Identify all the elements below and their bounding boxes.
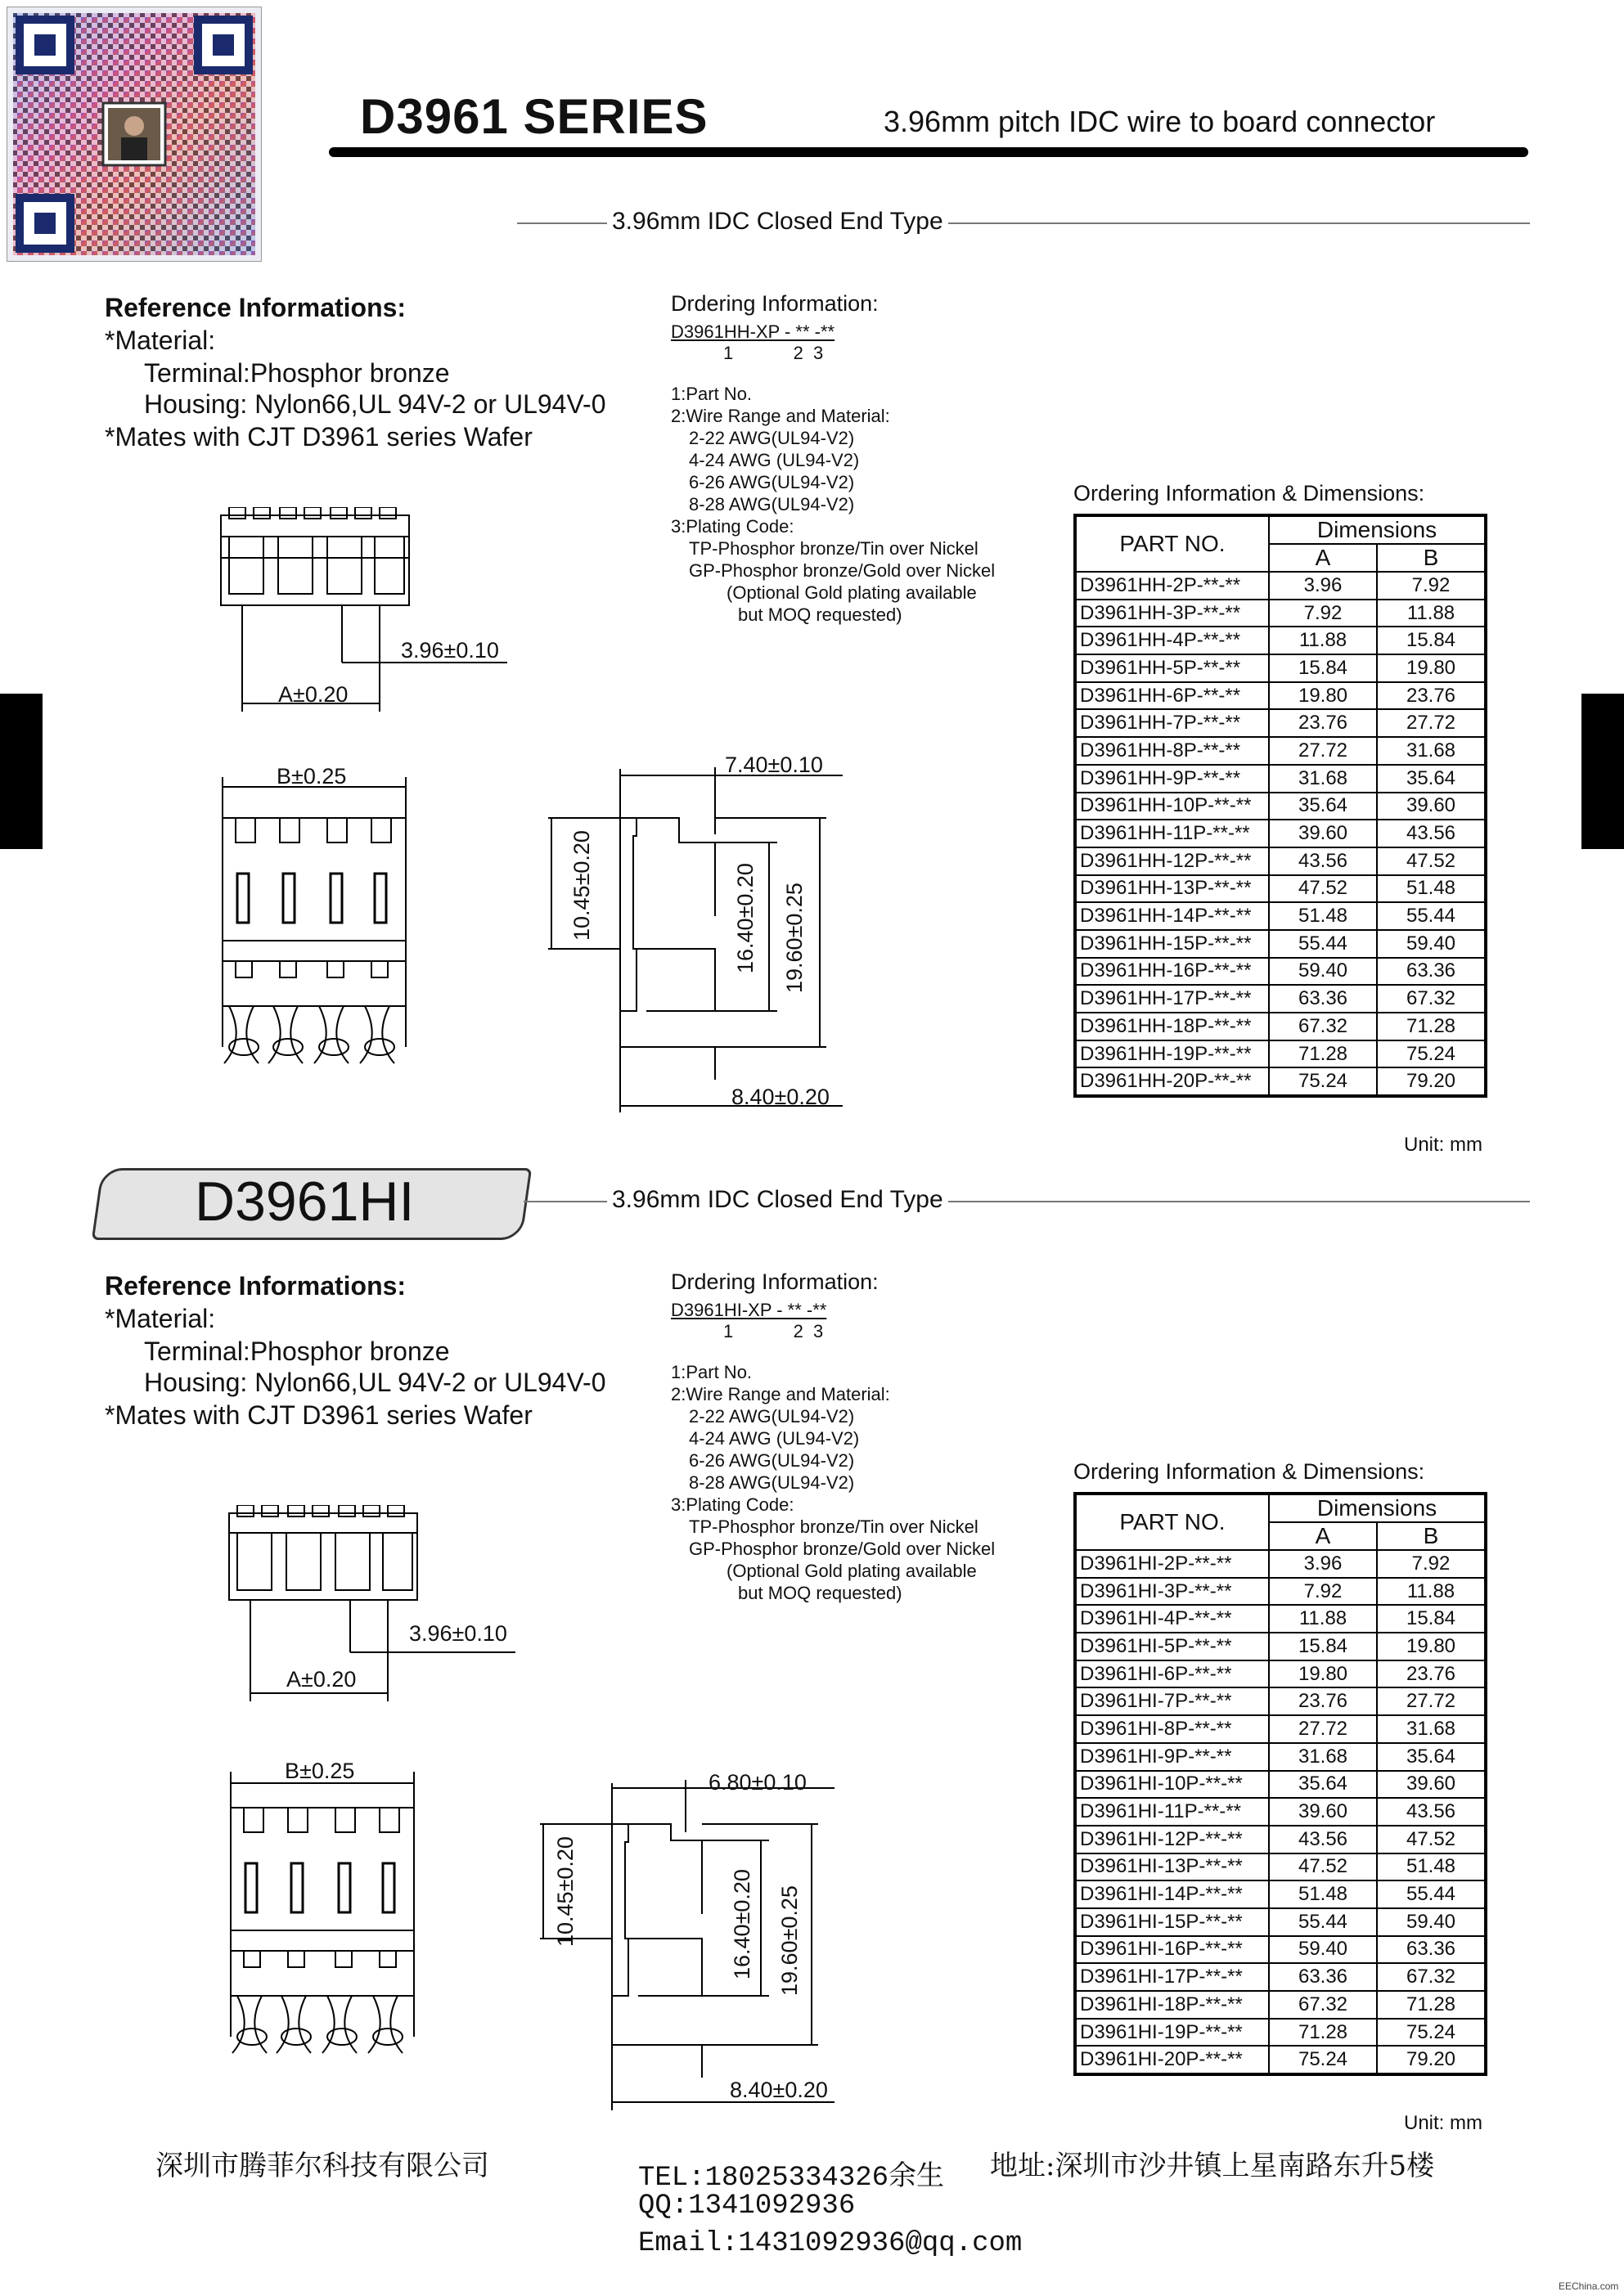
dim-a-cell: 47.52	[1269, 875, 1377, 903]
part-number-cell: D3961HH-3P-**-**	[1075, 600, 1269, 627]
dim-a-cell: 63.36	[1269, 985, 1377, 1013]
dim-b-cell: 23.76	[1377, 1660, 1486, 1688]
dim-a-cell: 55.44	[1269, 1908, 1377, 1936]
section1-ref-title: Reference Informations:	[105, 293, 407, 322]
dim-a-cell: 31.68	[1269, 765, 1377, 793]
section1-dim-bottom: 8.40±0.20	[731, 1085, 830, 1109]
part-number-cell: D3961HH-6P-**-**	[1075, 682, 1269, 710]
section1-order-item: 2:Wire Range and Material:	[671, 406, 890, 426]
section2-dim-bottom: 8.40±0.20	[730, 2078, 828, 2102]
section1-dim-b: B±0.25	[277, 764, 347, 789]
dim-a-cell: 7.92	[1269, 600, 1377, 627]
table-header-b: B	[1377, 1522, 1486, 1550]
section1-order-item: GP-Phosphor bronze/Gold over Nickel	[689, 560, 996, 581]
dim-a-cell: 55.44	[1269, 930, 1377, 958]
part-number-cell: D3961HH-8P-**-**	[1075, 737, 1269, 765]
dim-a-cell: 71.28	[1269, 2019, 1377, 2047]
dim-b-cell: 63.36	[1377, 1936, 1486, 1964]
section2-terminal: Terminal:Phosphor bronze	[144, 1337, 450, 1366]
part-number-cell: D3961HH-16P-**-**	[1075, 958, 1269, 986]
section2-housing: Housing: Nylon66,UL 94V-2 or UL94V-0	[144, 1368, 606, 1397]
table-row	[1075, 1660, 1486, 1688]
footer-company: 深圳市腾菲尔科技有限公司	[155, 2150, 489, 2182]
table-row	[1075, 2046, 1486, 2074]
section1-dim-h3: 19.60±0.25	[782, 883, 807, 993]
table-row	[1075, 1798, 1486, 1826]
dim-b-cell: 7.92	[1377, 1550, 1486, 1578]
section1-housing: Housing: Nylon66,UL 94V-2 or UL94V-0	[144, 389, 606, 419]
table-row	[1075, 765, 1486, 793]
section2-drawing	[213, 1505, 851, 2119]
section1-order-item: 3:Plating Code:	[671, 516, 794, 537]
table-row	[1075, 1991, 1486, 2019]
section2-dim-top: 6.80±0.10	[709, 1770, 807, 1795]
section1-order-item: 8-28 AWG(UL94-V2)	[689, 494, 855, 514]
dim-b-cell: 59.40	[1377, 1908, 1486, 1936]
table-row	[1075, 793, 1486, 820]
section1-drawing	[205, 507, 859, 1121]
section2-dim-a: A±0.20	[286, 1667, 357, 1692]
part-number-cell: D3961HI-3P-**-**	[1075, 1578, 1269, 1606]
table-row	[1075, 600, 1486, 627]
dim-a-cell: 31.68	[1269, 1743, 1377, 1771]
dim-a-cell: 19.80	[1269, 682, 1377, 710]
dim-a-cell: 43.56	[1269, 1826, 1377, 1853]
dim-a-cell: 23.76	[1269, 1687, 1377, 1715]
table-row	[1075, 654, 1486, 682]
section1-order-item: (Optional Gold plating available	[727, 582, 977, 603]
dim-a-cell: 23.76	[1269, 709, 1377, 737]
section1-dim-pitch: 3.96±0.10	[401, 638, 499, 663]
section1-order-item: TP-Phosphor bronze/Tin over Nickel	[689, 538, 978, 559]
section1-order-item: 2-22 AWG(UL94-V2)	[689, 428, 855, 448]
section1-order-item: 6-26 AWG(UL94-V2)	[689, 472, 855, 492]
section2-order-item: 2-22 AWG(UL94-V2)	[689, 1406, 855, 1427]
section1-dim-h1: 10.45±0.20	[569, 830, 594, 941]
section2-order-item: (Optional Gold plating available	[727, 1561, 977, 1581]
dim-a-cell: 15.84	[1269, 654, 1377, 682]
dim-b-cell: 79.20	[1377, 1067, 1486, 1096]
table-row	[1075, 1880, 1486, 1908]
part-number-cell: D3961HI-18P-**-**	[1075, 1991, 1269, 2019]
part-number-cell: D3961HI-19P-**-**	[1075, 2019, 1269, 2047]
dim-b-cell: 23.76	[1377, 682, 1486, 710]
dim-b-cell: 43.56	[1377, 820, 1486, 847]
part-number-cell: D3961HI-16P-**-**	[1075, 1936, 1269, 1964]
section1-ordering-title: Drdering Information:	[671, 291, 879, 316]
part-number-cell: D3961HI-10P-**-**	[1075, 1771, 1269, 1799]
part-number-cell: D3961HH-15P-**-**	[1075, 930, 1269, 958]
table-row	[1075, 682, 1486, 710]
section2-ordering-code-nums: 1 2 3	[723, 1321, 824, 1341]
part-number-cell: D3961HI-15P-**-**	[1075, 1908, 1269, 1936]
dim-b-cell: 75.24	[1377, 2019, 1486, 2047]
table-row	[1075, 1853, 1486, 1881]
section1-table-body	[1075, 572, 1486, 1096]
section1-unit: Unit: mm	[1404, 1134, 1482, 1156]
dim-a-cell: 27.72	[1269, 1715, 1377, 1743]
section2-order-item: 6-26 AWG(UL94-V2)	[689, 1450, 855, 1471]
section2-unit: Unit: mm	[1404, 2112, 1482, 2134]
dim-b-cell: 7.92	[1377, 572, 1486, 600]
dim-b-cell: 51.48	[1377, 875, 1486, 903]
part-number-cell: D3961HI-12P-**-**	[1075, 1826, 1269, 1853]
table-row	[1075, 847, 1486, 875]
dim-a-cell: 39.60	[1269, 820, 1377, 847]
section1-order-item: 1:Part No.	[671, 384, 753, 404]
table-row	[1075, 1826, 1486, 1853]
section2-order-item: 4-24 AWG (UL94-V2)	[689, 1428, 860, 1449]
dim-b-cell: 55.44	[1377, 1880, 1486, 1908]
table-header-dimensions: Dimensions	[1269, 515, 1486, 544]
section2-table-body	[1075, 1550, 1486, 2074]
section2-order-item: 2:Wire Range and Material:	[671, 1384, 890, 1404]
table-row	[1075, 1715, 1486, 1743]
table-row	[1075, 1936, 1486, 1964]
dim-a-cell: 11.88	[1269, 1605, 1377, 1633]
section2-order-item: GP-Phosphor bronze/Gold over Nickel	[689, 1539, 996, 1559]
part-number-cell: D3961HH-7P-**-**	[1075, 709, 1269, 737]
part-number-cell: D3961HH-9P-**-**	[1075, 765, 1269, 793]
dim-a-cell: 75.24	[1269, 2046, 1377, 2074]
dim-b-cell: 11.88	[1377, 600, 1486, 627]
part-number-cell: D3961HH-12P-**-**	[1075, 847, 1269, 875]
dim-a-cell: 59.40	[1269, 958, 1377, 986]
dim-b-cell: 71.28	[1377, 1013, 1486, 1040]
dim-a-cell: 43.56	[1269, 847, 1377, 875]
table-header-b: B	[1377, 544, 1486, 572]
part-number-cell: D3961HI-20P-**-**	[1075, 2046, 1269, 2074]
table-row	[1075, 1578, 1486, 1606]
section1-dim-top: 7.40±0.10	[725, 753, 823, 777]
section1-label: 3.96mm IDC Closed End Type	[607, 208, 948, 236]
part-number-cell: D3961HI-4P-**-**	[1075, 1605, 1269, 1633]
part-number-cell: D3961HI-8P-**-**	[1075, 1715, 1269, 1743]
section2-label: 3.96mm IDC Closed End Type	[607, 1186, 948, 1214]
dim-a-cell: 59.40	[1269, 1936, 1377, 1964]
section2-dim-h3: 19.60±0.25	[777, 1885, 802, 1996]
part-number-cell: D3961HH-10P-**-**	[1075, 793, 1269, 820]
table-row	[1075, 2019, 1486, 2047]
footer-qq: QQ:1341092936	[638, 2190, 856, 2222]
part-number-cell: D3961HI-13P-**-**	[1075, 1853, 1269, 1881]
dim-b-cell: 27.72	[1377, 1687, 1486, 1715]
section2-order-item: but MOQ requested)	[738, 1583, 902, 1603]
table-row	[1075, 1687, 1486, 1715]
dim-b-cell: 35.64	[1377, 1743, 1486, 1771]
section1-dim-a: A±0.20	[278, 682, 349, 707]
dim-a-cell: 3.96	[1269, 1550, 1377, 1578]
dim-b-cell: 67.32	[1377, 1963, 1486, 1991]
table-row	[1075, 1040, 1486, 1068]
footer-tel: TEL:18025334326余生	[638, 2163, 945, 2194]
dim-a-cell: 67.32	[1269, 1991, 1377, 2019]
section2-order-item: 8-28 AWG(UL94-V2)	[689, 1472, 855, 1493]
section1-order-item: 4-24 AWG (UL94-V2)	[689, 450, 860, 470]
footer-watermark: EEChina.com	[1559, 2280, 1619, 2292]
dim-b-cell: 43.56	[1377, 1798, 1486, 1826]
part-number-cell: D3961HH-11P-**-**	[1075, 820, 1269, 847]
table-header-dimensions: Dimensions	[1269, 1494, 1486, 1522]
table-header-part: PART NO.	[1075, 515, 1269, 572]
dim-b-cell: 63.36	[1377, 958, 1486, 986]
table-row	[1075, 902, 1486, 930]
part-number-cell: D3961HH-13P-**-**	[1075, 875, 1269, 903]
table-row	[1075, 1908, 1486, 1936]
part-number-cell: D3961HH-17P-**-**	[1075, 985, 1269, 1013]
section2-order-item: TP-Phosphor bronze/Tin over Nickel	[689, 1516, 978, 1537]
dim-b-cell: 15.84	[1377, 627, 1486, 654]
part-number-cell: D3961HI-11P-**-**	[1075, 1798, 1269, 1826]
dim-a-cell: 63.36	[1269, 1963, 1377, 1991]
dim-b-cell: 75.24	[1377, 1040, 1486, 1068]
dim-b-cell: 51.48	[1377, 1853, 1486, 1881]
dim-a-cell: 7.92	[1269, 1578, 1377, 1606]
section2-order-item: 3:Plating Code:	[671, 1494, 794, 1515]
table-row	[1075, 572, 1486, 600]
dim-a-cell: 75.24	[1269, 1067, 1377, 1096]
header-rule	[329, 147, 1528, 157]
table-row	[1075, 1605, 1486, 1633]
dim-b-cell: 31.68	[1377, 737, 1486, 765]
section1-ordering-code: D3961HH-XP - ** -**	[671, 321, 835, 342]
part-number-cell: D3961HH-14P-**-**	[1075, 902, 1269, 930]
qr-code	[7, 7, 262, 262]
part-number-cell: D3961HH-2P-**-**	[1075, 572, 1269, 600]
dim-b-cell: 79.20	[1377, 2046, 1486, 2074]
right-edge-tab	[1581, 694, 1624, 849]
dim-b-cell: 35.64	[1377, 765, 1486, 793]
dim-a-cell: 39.60	[1269, 1798, 1377, 1826]
section1-dimensions-table	[1073, 514, 1487, 1098]
section2-order-item: 1:Part No.	[671, 1362, 753, 1382]
dim-b-cell: 39.60	[1377, 793, 1486, 820]
dim-a-cell: 47.52	[1269, 1853, 1377, 1881]
dim-a-cell: 35.64	[1269, 793, 1377, 820]
part-number-cell: D3961HI-6P-**-**	[1075, 1660, 1269, 1688]
part-number-cell: D3961HH-19P-**-**	[1075, 1040, 1269, 1068]
section2-dim-b: B±0.25	[285, 1759, 355, 1783]
part-number-cell: D3961HH-5P-**-**	[1075, 654, 1269, 682]
series-title: D3961 SERIES	[360, 89, 709, 144]
part-number-cell: D3961HH-18P-**-**	[1075, 1013, 1269, 1040]
table-row	[1075, 1013, 1486, 1040]
table-row	[1075, 1067, 1486, 1096]
part-number-cell: D3961HI-14P-**-**	[1075, 1880, 1269, 1908]
series-subtitle: 3.96mm pitch IDC wire to board connector	[884, 105, 1436, 138]
part-number-cell: D3961HI-17P-**-**	[1075, 1963, 1269, 1991]
part-number-cell: D3961HH-4P-**-**	[1075, 627, 1269, 654]
section2-ref-title: Reference Informations:	[105, 1271, 407, 1301]
section2-ordering-code: D3961HI-XP - ** -**	[671, 1300, 827, 1320]
footer-email: Email:1431092936@qq.com	[638, 2228, 1023, 2259]
dim-b-cell: 47.52	[1377, 847, 1486, 875]
qr-code-graphic	[7, 7, 262, 262]
part-number-cell: D3961HI-9P-**-**	[1075, 1743, 1269, 1771]
table-row	[1075, 627, 1486, 654]
table-header-a: A	[1269, 1522, 1377, 1550]
part-number-cell: D3961HI-2P-**-**	[1075, 1550, 1269, 1578]
section2-dim-h2: 16.40±0.20	[730, 1869, 754, 1979]
dim-a-cell: 19.80	[1269, 1660, 1377, 1688]
footer-address: 地址:深圳市沙井镇上星南路东升5楼	[990, 2150, 1435, 2182]
section2-badge: D3961HI	[195, 1170, 415, 1233]
part-number-cell: D3961HH-20P-**-**	[1075, 1067, 1269, 1096]
dim-a-cell: 3.96	[1269, 572, 1377, 600]
dim-b-cell: 19.80	[1377, 1633, 1486, 1660]
section1-order-item: but MOQ requested)	[738, 604, 902, 625]
left-edge-tab	[0, 694, 43, 849]
table-header-a: A	[1269, 544, 1377, 572]
section2-dim-pitch: 3.96±0.10	[409, 1621, 507, 1646]
table-row	[1075, 737, 1486, 765]
table-row	[1075, 1743, 1486, 1771]
dim-b-cell: 59.40	[1377, 930, 1486, 958]
dim-a-cell: 27.72	[1269, 737, 1377, 765]
part-number-cell: D3961HI-5P-**-**	[1075, 1633, 1269, 1660]
section2-dim-h1: 10.45±0.20	[553, 1836, 578, 1947]
table-row	[1075, 985, 1486, 1013]
dim-a-cell: 51.48	[1269, 1880, 1377, 1908]
table-row	[1075, 1633, 1486, 1660]
dim-b-cell: 11.88	[1377, 1578, 1486, 1606]
dim-a-cell: 67.32	[1269, 1013, 1377, 1040]
section1-table-title: Ordering Information & Dimensions:	[1073, 481, 1425, 505]
dim-b-cell: 27.72	[1377, 709, 1486, 737]
section1-mates: *Mates with CJT D3961 series Wafer	[105, 422, 533, 452]
section2-ordering-title: Drdering Information:	[671, 1269, 879, 1294]
dim-b-cell: 67.32	[1377, 985, 1486, 1013]
dim-a-cell: 35.64	[1269, 1771, 1377, 1799]
table-row	[1075, 958, 1486, 986]
dim-b-cell: 47.52	[1377, 1826, 1486, 1853]
dim-b-cell: 55.44	[1377, 902, 1486, 930]
dim-a-cell: 11.88	[1269, 627, 1377, 654]
section2-table-title: Ordering Information & Dimensions:	[1073, 1459, 1425, 1484]
part-number-cell: D3961HI-7P-**-**	[1075, 1687, 1269, 1715]
dim-b-cell: 39.60	[1377, 1771, 1486, 1799]
dim-b-cell: 31.68	[1377, 1715, 1486, 1743]
dim-b-cell: 19.80	[1377, 654, 1486, 682]
table-row	[1075, 1963, 1486, 1991]
section2-material-label: *Material:	[105, 1304, 216, 1333]
section1-dim-h2: 16.40±0.20	[733, 863, 758, 973]
dim-a-cell: 71.28	[1269, 1040, 1377, 1068]
section1-material-label: *Material:	[105, 326, 216, 355]
section2-dimensions-table	[1073, 1492, 1487, 2076]
table-row	[1075, 1771, 1486, 1799]
dim-b-cell: 71.28	[1377, 1991, 1486, 2019]
section1-ordering-code-nums: 1 2 3	[723, 343, 824, 363]
table-row	[1075, 709, 1486, 737]
table-row	[1075, 820, 1486, 847]
table-row	[1075, 1550, 1486, 1578]
table-row	[1075, 930, 1486, 958]
dim-a-cell: 51.48	[1269, 902, 1377, 930]
section1-terminal: Terminal:Phosphor bronze	[144, 358, 450, 388]
table-header-part: PART NO.	[1075, 1494, 1269, 1550]
table-row	[1075, 875, 1486, 903]
section2-mates: *Mates with CJT D3961 series Wafer	[105, 1400, 533, 1430]
dim-a-cell: 15.84	[1269, 1633, 1377, 1660]
dim-b-cell: 15.84	[1377, 1605, 1486, 1633]
